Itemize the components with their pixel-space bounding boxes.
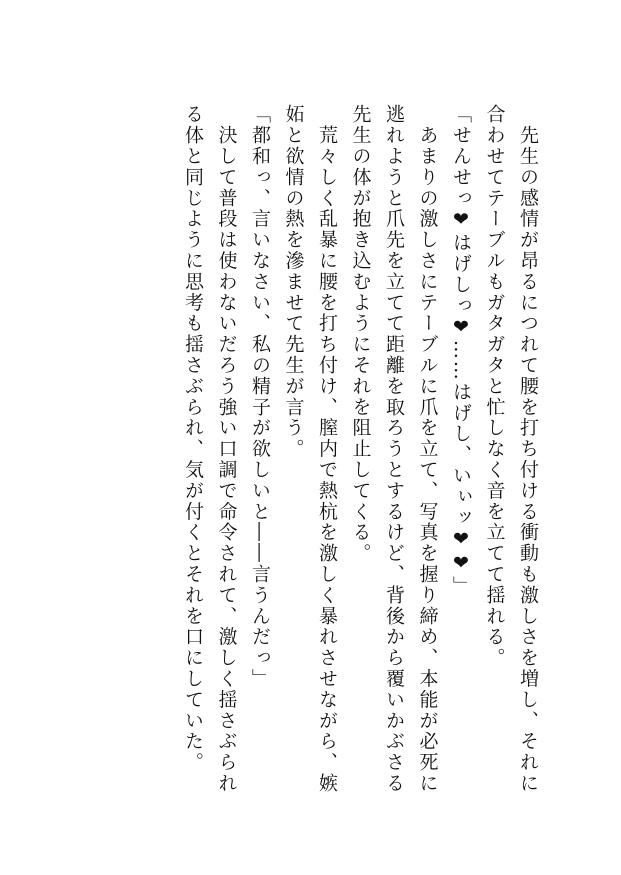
text-line: 先生の感情が昂るにつれて腰を打ち付ける衝動も激しさを増し、それに bbox=[517, 104, 539, 794]
text-line: 妬と欲情の熱を滲ませて先生が言う。 bbox=[282, 104, 305, 460]
text-line: 「都和っ、言いなさい、私の精子が欲しいと――言うんだっ」 bbox=[249, 104, 271, 690]
text-line: る体と同じように思考も揺さぶられ、気が付くとそれを口にしていた。 bbox=[182, 104, 204, 773]
text-line: 「せんせっ❤はげしっ❤……はげし、いぃッ❤❤」 bbox=[450, 104, 472, 597]
text-line: 決して普段は使わないだろう強い口調で命令されて、激しく揺さぶられ bbox=[215, 104, 238, 794]
text-line: 合わせてテーブルもガタガタと忙しなく音を立てて揺れる。 bbox=[483, 104, 506, 669]
text-line: 逃れようと爪先を立てて距離を取ろうとするけど、背後から覆いかぶさる bbox=[383, 104, 405, 794]
text-line: 先生の体が抱き込むようにそれを阻止してくる。 bbox=[349, 104, 372, 564]
vertical-text-body bbox=[74, 104, 544, 804]
text-line: 荒々しく乱暴に腰を打ち付け、膣内で熱杭を激しく暴れさせながら、嫉 bbox=[316, 104, 338, 794]
text-line: あまりの激しさにテーブルに爪を立て、写真を握り締め、本能が必死に bbox=[416, 104, 439, 794]
